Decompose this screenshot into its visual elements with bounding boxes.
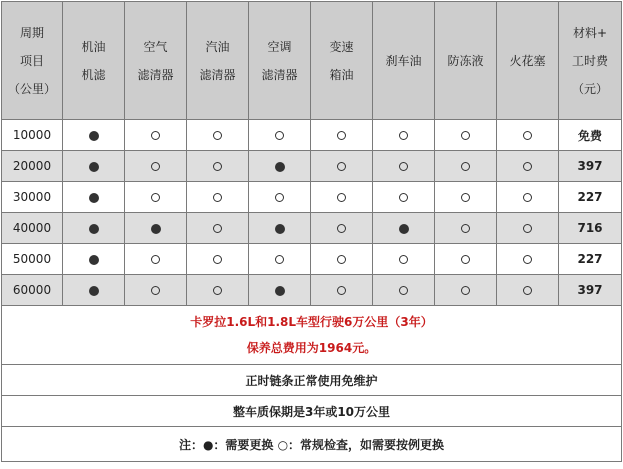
header-brake-fluid: 刹车油 (373, 2, 435, 120)
service-cell (63, 151, 125, 182)
header-cycle: 周期 项目 （公里） (2, 2, 63, 120)
summary-line-2: 保养总费用为1964元。 (246, 341, 377, 355)
table-row (2, 213, 622, 244)
service-cell (187, 244, 249, 275)
service-cell (435, 275, 497, 306)
service-cell (373, 182, 435, 213)
service-cell (497, 120, 559, 151)
note-row-legend (2, 427, 622, 462)
filled-circle-icon (89, 224, 99, 234)
open-circle-icon (213, 162, 222, 171)
cost-cell: 716 (559, 213, 622, 244)
table-row (2, 275, 622, 306)
filled-circle-icon (89, 162, 99, 172)
service-cell (187, 182, 249, 213)
schedule-body (2, 120, 622, 306)
filled-circle-icon (89, 131, 99, 141)
table-row (2, 151, 622, 182)
filled-circle-icon (89, 255, 99, 265)
filled-circle-icon (89, 286, 99, 296)
header-ac-filter: 空调 滤清器 (249, 2, 311, 120)
mileage-cell: 30000 (2, 182, 63, 213)
header-row (2, 2, 622, 120)
filled-circle-icon (399, 224, 409, 234)
header-air-filter: 空气 滤清器 (125, 2, 187, 120)
open-circle-icon (151, 286, 160, 295)
service-cell (373, 275, 435, 306)
service-cell (311, 182, 373, 213)
service-cell (187, 275, 249, 306)
service-cell (125, 275, 187, 306)
service-cell (249, 275, 311, 306)
open-circle-icon (275, 255, 284, 264)
service-cell (497, 244, 559, 275)
service-cell (63, 120, 125, 151)
open-circle-icon (461, 286, 470, 295)
open-circle-icon (151, 162, 160, 171)
filled-circle-icon (89, 193, 99, 203)
open-circle-icon (213, 224, 222, 233)
service-cell (497, 213, 559, 244)
filled-circle-icon (151, 224, 161, 234)
open-circle-icon (213, 131, 222, 140)
header-antifreeze: 防冻液 (435, 2, 497, 120)
maintenance-table (1, 1, 622, 462)
header-transmission-oil: 变速 箱油 (311, 2, 373, 120)
service-cell (373, 213, 435, 244)
summary-cell (2, 306, 622, 365)
service-cell (125, 244, 187, 275)
mileage-cell: 10000 (2, 120, 63, 151)
open-circle-icon (461, 224, 470, 233)
open-circle-icon (461, 162, 470, 171)
open-circle-icon (151, 255, 160, 264)
open-circle-icon (213, 193, 222, 202)
open-circle-icon (337, 193, 346, 202)
service-cell (497, 182, 559, 213)
open-circle-icon (275, 193, 284, 202)
cost-cell: 397 (559, 275, 622, 306)
open-circle-icon (523, 224, 532, 233)
open-circle-icon (461, 255, 470, 264)
timing-chain-note: 正时链条正常使用免维护 (2, 365, 622, 396)
service-cell (373, 120, 435, 151)
warranty-note: 整车质保期是3年或10万公里 (2, 396, 622, 427)
open-circle-icon (151, 193, 160, 202)
open-circle-icon (399, 131, 408, 140)
filled-circle-icon (275, 162, 285, 172)
service-cell (435, 213, 497, 244)
open-circle-icon (523, 286, 532, 295)
service-cell (187, 151, 249, 182)
open-circle-icon (523, 162, 532, 171)
service-cell (249, 182, 311, 213)
header-oil-filter: 机油 机滤 (63, 2, 125, 120)
service-cell (311, 213, 373, 244)
service-cell (435, 120, 497, 151)
open-circle-icon (461, 131, 470, 140)
service-cell (125, 120, 187, 151)
open-circle-icon (337, 224, 346, 233)
mileage-cell: 50000 (2, 244, 63, 275)
open-circle-icon (213, 255, 222, 264)
service-cell (311, 275, 373, 306)
service-cell (249, 120, 311, 151)
legend-note: 注：●：需要更换 ○：常规检查，如需要按例更换 (2, 427, 622, 462)
service-cell (311, 244, 373, 275)
service-cell (187, 120, 249, 151)
service-cell (373, 151, 435, 182)
service-cell (435, 182, 497, 213)
service-cell (125, 213, 187, 244)
header-fuel-filter: 汽油 滤清器 (187, 2, 249, 120)
open-circle-icon (213, 286, 222, 295)
service-cell (63, 182, 125, 213)
open-circle-icon (337, 255, 346, 264)
open-circle-icon (399, 286, 408, 295)
open-circle-icon (275, 131, 284, 140)
service-cell (125, 151, 187, 182)
open-circle-icon (399, 162, 408, 171)
service-cell (497, 151, 559, 182)
summary-line-1: 卡罗拉1.6L和1.8L车型行驶6万公里（3年） (190, 315, 433, 329)
service-cell (311, 120, 373, 151)
summary-row (2, 306, 622, 365)
table-row (2, 120, 622, 151)
cost-cell: 397 (559, 151, 622, 182)
service-cell (497, 275, 559, 306)
service-cell (373, 244, 435, 275)
cost-cell: 227 (559, 182, 622, 213)
service-cell (249, 213, 311, 244)
note-row-warranty (2, 396, 622, 427)
header-cost: 材料+ 工时费 （元） (559, 2, 622, 120)
open-circle-icon (151, 131, 160, 140)
table-row (2, 182, 622, 213)
mileage-cell: 20000 (2, 151, 63, 182)
cost-cell: 免费 (559, 120, 622, 151)
service-cell (435, 151, 497, 182)
service-cell (249, 151, 311, 182)
open-circle-icon (399, 255, 408, 264)
filled-circle-icon (275, 286, 285, 296)
service-cell (63, 213, 125, 244)
service-cell (63, 275, 125, 306)
header-spark-plug: 火花塞 (497, 2, 559, 120)
table-row (2, 244, 622, 275)
cost-cell: 227 (559, 244, 622, 275)
filled-circle-icon (275, 224, 285, 234)
open-circle-icon (337, 286, 346, 295)
service-cell (435, 244, 497, 275)
open-circle-icon (399, 193, 408, 202)
open-circle-icon (523, 255, 532, 264)
service-cell (63, 244, 125, 275)
service-cell (249, 244, 311, 275)
open-circle-icon (523, 193, 532, 202)
open-circle-icon (461, 193, 470, 202)
mileage-cell: 60000 (2, 275, 63, 306)
service-cell (187, 213, 249, 244)
open-circle-icon (337, 162, 346, 171)
service-cell (125, 182, 187, 213)
service-cell (311, 151, 373, 182)
note-row-chain (2, 365, 622, 396)
open-circle-icon (523, 131, 532, 140)
mileage-cell: 40000 (2, 213, 63, 244)
open-circle-icon (337, 131, 346, 140)
